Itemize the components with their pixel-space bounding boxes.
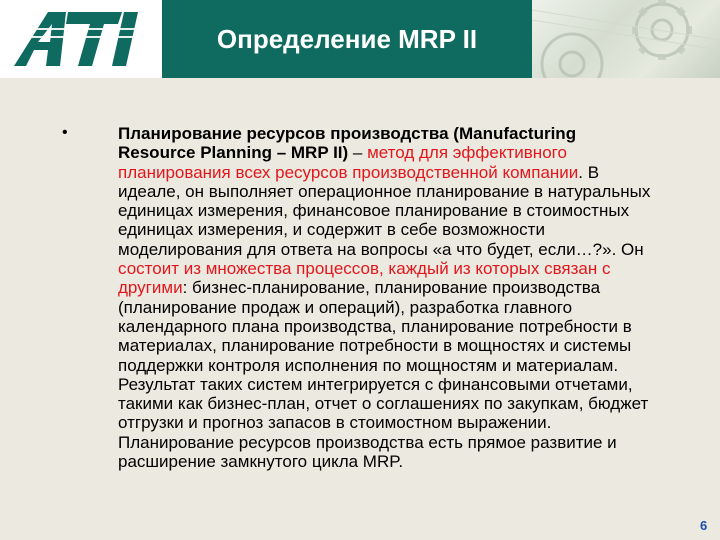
title-bar <box>162 0 532 78</box>
gear-icon <box>532 0 720 78</box>
logo-ati <box>8 6 158 72</box>
bullet-marker: • <box>62 124 68 141</box>
definition-highlight-2: состоит из множества процессов, каждый из которых связан с другими <box>118 259 611 298</box>
definition-text-1: . В идеале, он выполняет операционное планирование в натуральных единицах измерения, финансовое планирование в стоимостных единицах измерения, и содержит в себе возможности моделирования для ответа на вопросы «а что будет, если…?». Он <box>118 162 651 259</box>
logo-text: ATI <box>8 6 10 7</box>
term-dash: – <box>348 143 368 163</box>
slide-header <box>0 0 720 78</box>
definition-highlight-1: метод для эффективного планирования всех ресурсов производственной компании <box>118 143 579 182</box>
logo <box>0 0 162 78</box>
page-number: 6 <box>700 518 708 533</box>
decorative-gears-image <box>532 0 720 78</box>
slide-title: Определение MRP II <box>216 23 478 54</box>
definition-text-2: : бизнес-планирование, планирование производства (планирование продаж и операций), разработка главного календарного плана производства, планирование потребности в материалах, планирование потребности в мощностях и системы поддержки контроля исполнения по мощностям и материалам. Результат таких систем интегрируется с финансовыми отчетами, такими как бизнес-план, отчет о соглашениях по закупкам, бюджет отгрузки и прогноз запасов в стоимостном выражении. Планирование ресурсов производства есть прямое развитие и расширение замкнутого цикла MRP. <box>118 278 649 472</box>
definition-paragraph <box>118 124 658 471</box>
term-heading: Планирование ресурсов производства (Manufacturing Resource Planning – MRP II) <box>118 124 577 163</box>
